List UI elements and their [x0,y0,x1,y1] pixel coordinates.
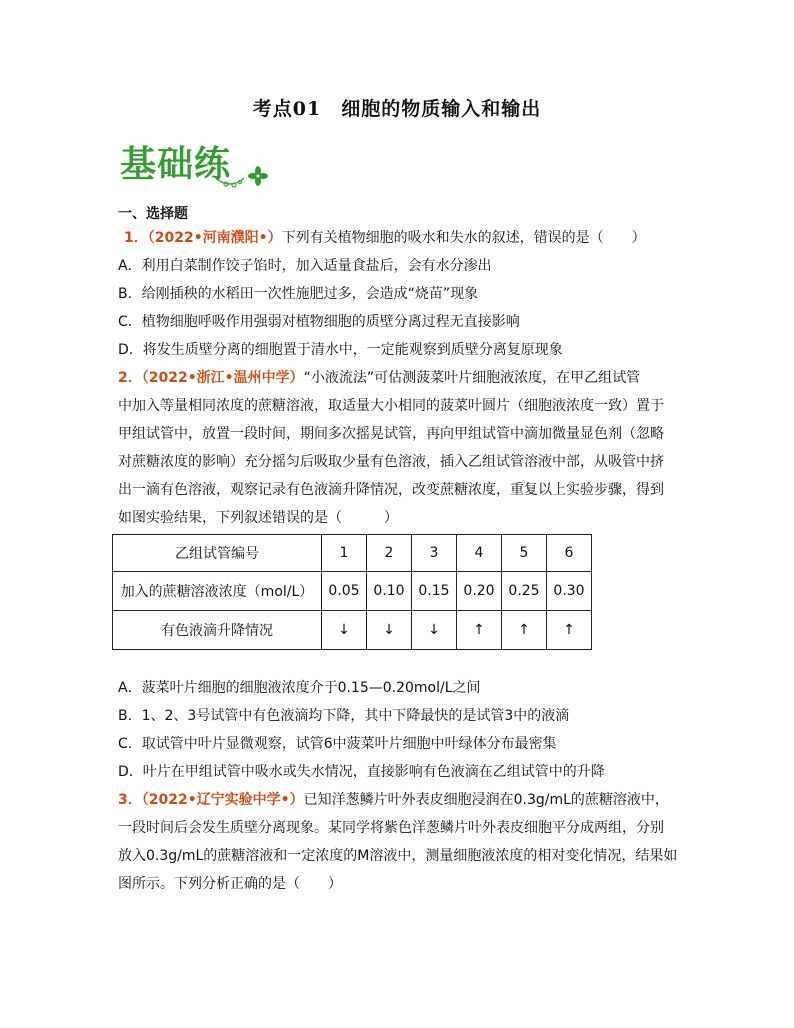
question-text-line: 出一滴有色溶液，观察记录有色液滴升降情况，改变蔗糖浓度，重复以上实验步骤，得到 [118,482,664,498]
question-text: 下列有关植物细胞的吸水和失水的叙述，错误的是（ ） [281,230,646,246]
option-d: D．将发生质壁分离的细胞置于清水中，一定能观察到质壁分离复原现象 [118,342,563,358]
clover-vine-icon [214,156,274,190]
option-d: D．叶片在甲组试管中吸水或失水情况，直接影响有色液滴在乙组试管中的升降 [118,764,605,780]
option-b: B．给刚插秧的水稻田一次性施肥过多，会造成“烧苗”现象 [118,286,479,302]
table-row [113,611,592,650]
question-number: 2． [118,370,142,386]
table-cell: 0.05 [322,572,367,611]
question-text-line: 放入0.3g/mL的蔗糖溶液和一定浓度的M溶液中，测量细胞液浓度的相对变化情况，结果如 [118,848,678,864]
question-number: 3． [118,792,142,808]
question-text-line: 甲组试管中，放置一段时间，期间多次摇晃试管，再向甲组试管中滴加微量显色剂（忽略 [118,426,664,442]
table-row [113,572,592,611]
question-source: （2022•辽宁实验中学•） [141,792,304,808]
question-text-line: 图所示。下列分析正确的是（ ） [118,876,342,892]
question-text-line: 中加入等量相同浓度的蔗糖溶液，取适量大小相同的菠菜叶圆片（细胞液浓度一致）置于 [118,398,664,414]
table-cell: 0.20 [457,572,502,611]
table-cell: ↑ [502,611,547,650]
table-cell: 4 [457,535,502,572]
table-cell: 3 [412,535,457,572]
table-cell: 0.10 [367,572,412,611]
table-cell: 2 [367,535,412,572]
option-c: C．取试管中叶片显微观察，试管6中菠菜叶片细胞中叶绿体分布最密集 [118,736,557,752]
table-cell: ↓ [322,611,367,650]
question-text-line: 对蔗糖浓度的影响）充分摇匀后吸取少量有色溶液，插入乙组试管溶液中部，从吸管中挤 [118,454,664,470]
banner-text: 基础练 [120,144,232,185]
question-text-line: 如图实验结果，下列叙述错误的是（ ） [118,510,398,526]
table-row [113,535,592,572]
table-row-header: 加入的蔗糖溶液浓度（mol/L） [113,572,322,611]
question-2-stem [118,368,640,388]
question-text: 已知洋葱鳞片叶外表皮细胞浸润在0.3g/mL的蔗糖溶液中， [303,792,669,808]
question-text: “小液流法”可估测菠菜叶片细胞液浓度，在甲乙组试管 [303,370,641,386]
table-row-header: 有色液滴升降情况 [113,611,322,650]
question-source: （2022•浙江•温州中学） [141,370,304,386]
table-cell: 5 [502,535,547,572]
option-c: C．植物细胞呼吸作用强弱对植物细胞的质壁分离过程无直接影响 [118,314,520,330]
table-row-header: 乙组试管编号 [113,535,322,572]
page-title: 考点01 细胞的物质输入和输出 [252,98,542,120]
table-cell: ↑ [547,611,592,650]
table-cell: 1 [322,535,367,572]
question-3-stem [118,790,669,810]
table-cell: ↓ [367,611,412,650]
table-cell: 0.30 [547,572,592,611]
option-a: A．菠菜叶片细胞的细胞液浓度介于0.15—0.20mol/L之间 [118,680,481,696]
experiment-results-table [112,534,592,650]
section-heading: 一、选择题 [118,206,188,222]
table-cell: 0.25 [502,572,547,611]
option-b: B．1、2、3号试管中有色液滴均下降，其中下降最快的是试管3中的液滴 [118,708,570,724]
question-text-line: 一段时间后会发生质壁分离现象。某同学将紫色洋葱鳞片叶外表皮细胞平分成两组，分别 [118,820,664,836]
basic-practice-banner [118,136,288,192]
question-1-stem [118,228,646,248]
option-a: A．利用白菜制作饺子馅时，加入适量食盐后，会有水分渗出 [118,258,492,274]
question-source: （2022•河南濮阳•） [147,230,282,246]
question-number: 1． [124,230,148,246]
table-cell: ↓ [412,611,457,650]
table-cell: 6 [547,535,592,572]
table-cell: ↑ [457,611,502,650]
table-cell: 0.15 [412,572,457,611]
